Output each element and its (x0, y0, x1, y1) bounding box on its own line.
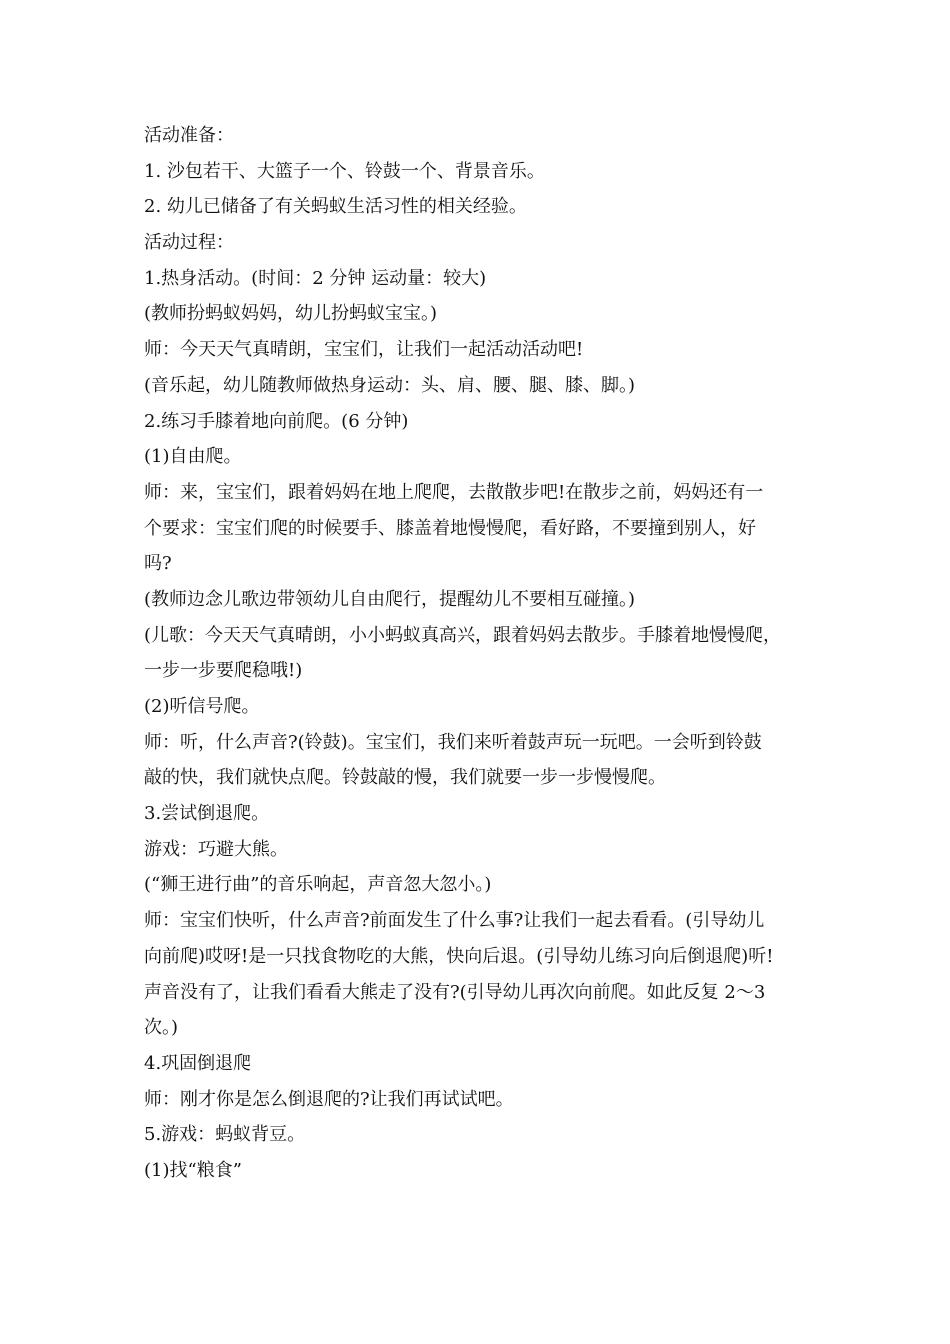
text-line: (儿歌：今天天气真晴朗，小小蚂蚁真高兴，跟着妈妈去散步。手膝着地慢慢爬， (144, 624, 782, 646)
text-line: 师：刚才你是怎么倒退爬的?让我们再试试吧。 (144, 1088, 514, 1110)
text-line: 吗? (144, 553, 172, 575)
heading-activity-preparation: 活动准备： (144, 125, 234, 146)
text-line: 声音没有了，让我们看看大熊走了没有?(引导幼儿再次向前爬。如此反复 2～3 (144, 981, 766, 1003)
text-line: 师：来，宝宝们，跟着妈妈在地上爬爬，去散散步吧!在散步之前，妈妈还有一 (144, 481, 764, 503)
step-2-title: 2.练习手膝着地向前爬。(6 分钟) (144, 410, 409, 432)
text-line: 师：今天天气真晴朗，宝宝们，让我们一起活动活动吧! (144, 339, 584, 361)
text-line: 师：宝宝们快听，什么声音?前面发生了什么事?让我们一起去看看。(引导幼儿 (144, 910, 765, 932)
substep-title: (1)自由爬。 (144, 446, 242, 468)
text-line: 个要求：宝宝们爬的时候要手、膝盖着地慢慢爬，看好路，不要撞到别人，好 (144, 517, 756, 539)
step-1-title: 1.热身活动。(时间：2 分钟 运动量：较大) (144, 267, 487, 289)
text-line: 师：听，什么声音?(铃鼓)。宝宝们，我们来听着鼓声玩一玩吧。一会听到铃鼓 (144, 731, 762, 753)
heading-activity-process: 活动过程： (144, 232, 234, 254)
preparation-item-1: 1. 沙包若干、大篮子一个、铃鼓一个、背景音乐。 (144, 160, 545, 182)
text-line: (教师边念儿歌边带领幼儿自由爬行，提醒幼儿不要相互碰撞。) (144, 588, 636, 610)
preparation-item-2: 2. 幼儿已储备了有关蚂蚁生活习性的相关经验。 (144, 196, 527, 218)
substep-title: (1)找“粮食” (144, 1159, 242, 1181)
text-line: (教师扮蚂蚁妈妈，幼儿扮蚂蚁宝宝。) (144, 303, 438, 325)
document-body (144, 118, 824, 1189)
step-3-title: 3.尝试倒退爬。 (144, 803, 270, 825)
text-line: 敲的快，我们就快点爬。铃鼓敲的慢，我们就要一步一步慢慢爬。 (144, 767, 666, 789)
text-line: 次。) (144, 1017, 179, 1039)
text-line: (“狮王进行曲”的音乐响起，声音忽大忽小。) (144, 874, 492, 896)
text-line: (音乐起，幼儿随教师做热身运动：头、肩、腰、腿、膝、脚。) (144, 374, 636, 396)
substep-title: (2)听信号爬。 (144, 696, 260, 717)
text-line: 游戏：巧避大熊。 (144, 838, 288, 860)
text-line: 一步一步要爬稳哦!) (144, 660, 303, 682)
step-5-title: 5.游戏：蚂蚁背豆。 (144, 1124, 306, 1146)
text-line: 向前爬)哎呀!是一只找食物吃的大熊，快向后退。(引导幼儿练习向后倒退爬)听! (144, 945, 774, 967)
step-4-title: 4.巩固倒退爬 (144, 1052, 252, 1074)
